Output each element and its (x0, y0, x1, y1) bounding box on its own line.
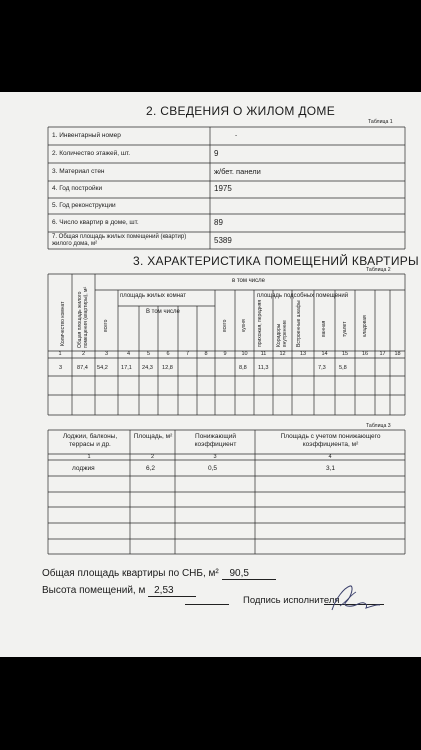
t2-colnum: 5 (146, 351, 151, 357)
t1-label-2: 2. Количество этажей, шт. (52, 150, 131, 157)
t2-colnum: 4 (126, 351, 131, 357)
t2-colnum: 12 (279, 351, 286, 357)
t1-label-7: 7. Общая площадь жилых помещений (квартир) жилого дома, м² (52, 234, 187, 247)
total-area-label: Общая площадь квартиры по СНБ, м² (42, 568, 219, 579)
h-living-area: площадь жилых комнат (120, 293, 186, 299)
document-page (0, 92, 421, 657)
t1-value-3: ж/бет. панели (214, 167, 261, 176)
h-rooms-count: Количество комнат (60, 301, 66, 346)
table1-label: Таблица 1 (368, 119, 393, 125)
t1-value-1: - (235, 132, 238, 139)
t3-h-area: Площадь, м² (133, 433, 173, 440)
t2-colnum: 8 (204, 351, 208, 357)
t2-colnum: 15 (341, 351, 349, 357)
t2-cell-room1: 17,1 (121, 365, 132, 371)
h-bathroom: ванная (321, 320, 327, 337)
h-living-incl: В том числе (146, 309, 180, 315)
t2-colnum: 14 (321, 351, 328, 357)
t2-cell-hall: 11,3 (258, 365, 269, 371)
h-storage: кладовая (362, 315, 368, 337)
t2-cell-bathroom: 7,3 (318, 365, 326, 371)
t3-cell-type: лоджия (72, 465, 95, 472)
t2-colnum: 3 (104, 351, 109, 357)
t2-colnum: 9 (223, 351, 227, 357)
t1-value-6: 89 (214, 218, 223, 227)
t3-h-coef: Понижающий коэффициент (194, 433, 237, 448)
h-closets: Встроенные шкафы (296, 300, 302, 347)
t2-cell-kitchen: 8,8 (239, 365, 247, 371)
height-value: 2,53 (148, 585, 196, 597)
h-living-total: всего (103, 319, 109, 332)
t1-label-6: 6. Число квартир в доме, шт. (52, 219, 139, 226)
section3-title: 3. ХАРАКТЕРИСТИКА ПОМЕЩЕНИЙ КВАРТИРЫ (133, 254, 419, 268)
t3-colnum: 3 (213, 454, 217, 460)
total-area-line (42, 568, 276, 580)
h-toilet: туалет (342, 321, 348, 337)
h-aux-area: площадь подсобных помещений (257, 293, 349, 299)
h-hall: прихожая, передняя (257, 299, 263, 347)
t2-colnum: 2 (81, 351, 86, 357)
t1-label-1: 1. Инвентарный номер (52, 132, 121, 139)
table2-label: Таблица 2 (366, 267, 391, 273)
t2-colnum: 1 (58, 351, 62, 357)
t2-cell-living: 54,2 (97, 365, 108, 371)
t2-cell-room2: 24,3 (142, 365, 153, 371)
t2-colnum: 6 (166, 351, 170, 357)
t3-cell-area: 6,2 (146, 465, 156, 472)
signature (322, 580, 384, 616)
section2-title: 2. СВЕДЕНИЯ О ЖИЛОМ ДОМЕ (146, 104, 336, 118)
t2-colnum: 10 (241, 351, 248, 357)
t1-label-5: 5. Год реконструкции (52, 202, 116, 209)
t1-value-2: 9 (214, 149, 219, 158)
t2-colnum: 13 (299, 351, 307, 357)
h-in-total: в том числе (232, 278, 265, 284)
h-corridors: Коридоры внутренние (276, 320, 288, 347)
table3-label: Таблица 3 (366, 423, 391, 429)
t2-cell-rooms: 3 (59, 365, 63, 371)
t2-cell-room3: 12,8 (162, 365, 173, 371)
height-label: Высота помещений, м (42, 585, 146, 596)
total-area-value: 90,5 (222, 568, 276, 580)
t2-colnum: 16 (361, 351, 369, 357)
t3-colnum: 1 (87, 454, 91, 460)
signature-label: Подпись исполнителя (243, 595, 340, 606)
t2-colnum: 17 (379, 351, 386, 357)
t2-colnum: 7 (185, 351, 190, 357)
h-kitchen: кухня (241, 319, 247, 332)
t2-colnum: 11 (260, 351, 267, 357)
t1-value-4: 1975 (214, 184, 232, 193)
t3-h-reduced-area: Площадь с учетом понижающего коэффициента, м² (280, 433, 381, 448)
h-total-area: Общая площадь жилого помещения (квартиры), м² (77, 286, 89, 348)
t2-cell-total: 87,4 (77, 365, 88, 371)
t3-colnum: 2 (150, 454, 155, 460)
t1-value-7: 5389 (214, 236, 232, 245)
t1-label-3: 3. Материал стен (52, 168, 105, 175)
t2-colnum: 18 (394, 351, 401, 357)
t2-cell-toilet: 5,8 (339, 365, 347, 371)
t3-h-balconies: Лоджии, балконы, террасы и др. (62, 433, 118, 448)
t1-label-4: 4. Год постройки (52, 185, 103, 192)
height-line (42, 585, 196, 597)
t3-colnum: 4 (328, 454, 332, 460)
h-aux-total: всего (222, 319, 228, 332)
t3-cell-coef: 0,5 (208, 465, 218, 472)
height-underline (185, 604, 229, 605)
t3-cell-reduced: 3,1 (326, 465, 336, 472)
